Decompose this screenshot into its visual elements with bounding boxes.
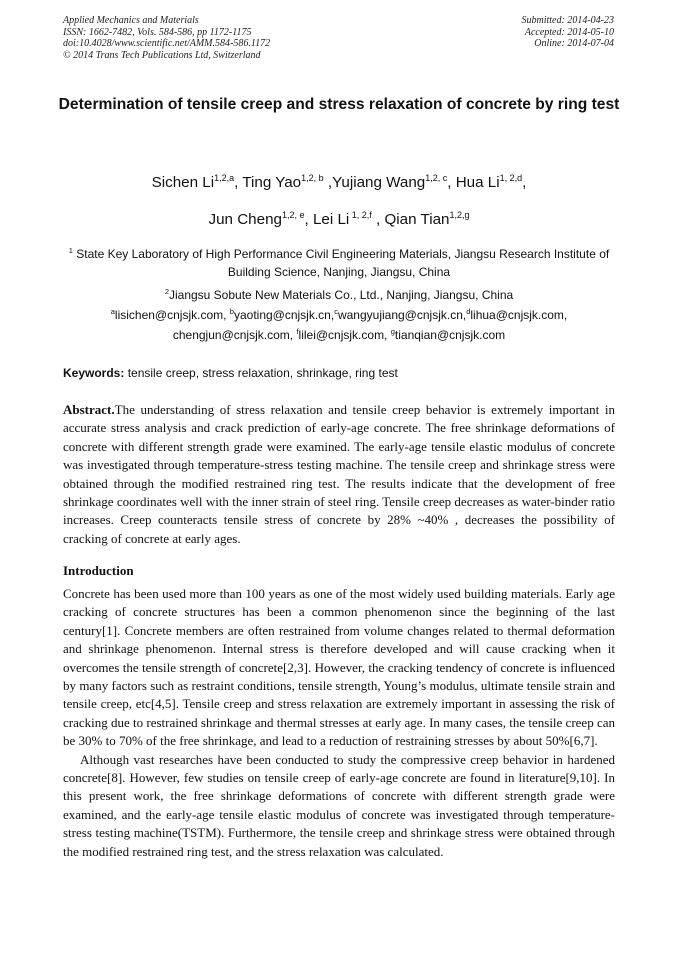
abstract-text: The understanding of stress relaxation and tensile creep behavior is extremely important in accurate stress analysis and crack prediction of early-age concrete. The free shrinkage deformations of concrete with different strength grade were examined. The early-age tensile elastic modulus of concrete was investigated through temperature-stress testing machine. The tensile creep and shrinkage stress were obtained through the modified restrained ring test. The results indicate that the development of free shrinkage coordinates well with the inner strain of steel ring. Tensile creep decreases as water-binder ratio increases. Creep counteracts tensile stress of concrete by 28% ~40% , decreases the possibility of cracking of concrete at early ages. xyxy=(63,402,615,546)
keywords-text: tensile creep, stress relaxation, shrinkage, ring test xyxy=(124,366,398,380)
doi-line: doi:10.4028/www.scientific.net/AMM.584-586.1172 xyxy=(63,38,271,49)
issn-line: ISSN: 1662-7482, Vols. 584-586, pp 1172-1175 xyxy=(63,26,252,38)
keywords-label: Keywords: xyxy=(63,366,125,380)
affiliation-1: $^1$ State Key Laboratory of High Performance Civil Engineering Materials, Jiangsu Research Institute of Building Science, Nanjing, Jiangsu, China xyxy=(68,246,610,279)
email-address: lisichen@cnjsjk.com, xyxy=(114,308,230,322)
author-name: Sichen Li xyxy=(151,174,215,191)
author-sup: 1, 2,d xyxy=(499,172,523,183)
email-line-1: $^a$lisichen@cnjsjk.com, $^b$yaoting@cnjsjk.cn,$^c$wangyujiang@cnjsjk.cn,$^d$lihua@cnjsjk.com, xyxy=(110,307,568,322)
author-name: Jun Cheng xyxy=(208,211,282,228)
author-line-2: Jun Cheng$^{1,2, e}$, Lei Li $^{1, 2,f}$ , Qian Tian$^{1,2,g}$ xyxy=(208,209,470,228)
email-list xyxy=(63,305,615,345)
affiliation-2: $^2$Jiangsu Sobute New Materials Co., Ltd., Nanjing, Jiangsu, China xyxy=(164,287,514,302)
introduction-body xyxy=(63,585,615,861)
author-sup: 1,2, c xyxy=(425,172,448,183)
email-line-2: chengjun@cnjsjk.com, $^f$lilei@cnjsjk.com, $^g$tianqian@cnjsjk.com xyxy=(172,327,506,342)
author-sup: 1,2, b xyxy=(301,172,324,183)
email-address: yaoting@cnjsjk.cn, xyxy=(233,308,335,322)
copyright-line: © 2014 Trans Tech Publications Ltd, Switzerland xyxy=(63,49,261,61)
author-name: Qian Tian xyxy=(384,211,450,228)
author-sup: 1,2,g xyxy=(449,209,470,220)
abstract xyxy=(63,401,615,548)
author-name: Yujiang Wang xyxy=(332,174,426,191)
email-address: tianqian@cnjsjk.com xyxy=(394,328,506,342)
author-sup: 1, 2,f xyxy=(349,209,372,220)
paragraph: Concrete has been used more than 100 years as one of the most widely used building materials. Early age cracking of concrete structures has been a common phenomenon since the beginning of the last century[1]. Concrete members are often restrained from volume changes related to thermal deformation and shrinkage phenomenon. Internal stress is therefore developed and will cause cracking when it overcomes the tensile strength of concrete[2,3]. However, the cracking tendency of concrete is influenced by many factors such as restraint conditions, tensile strength, Young’s modulus, ultimate tensile strain and tensile creep, etc[4,5]. Tensile creep and stress relaxation are extremely important in assessing the risk of cracking due to restrained shrinkage and thermal stresses at early age. In many cases, the tensile creep can be 30% to 70% of the free shrinkage, and lead to a reduction of restraining stresses by about 50%[6,7]. xyxy=(63,586,615,749)
author-sup: 1,2, e xyxy=(281,209,305,220)
email-address: chengjun@cnjsjk.com, xyxy=(172,328,297,342)
abstract-label: Abstract. xyxy=(63,402,115,417)
author-name: Hua Li xyxy=(455,174,500,191)
author-name: Lei Li xyxy=(312,211,350,228)
email-address: lilei@cnjsjk.com, xyxy=(298,328,391,342)
paper-title: Determination of tensile creep and stress relaxation of concrete by ring test xyxy=(58,96,620,113)
header-right xyxy=(522,15,615,50)
submitted-date: Submitted: 2014-04-23 xyxy=(521,15,614,26)
header-left xyxy=(63,15,270,61)
author-list xyxy=(40,164,638,238)
email-address: lihua@cnjsjk.com, xyxy=(470,308,568,322)
email-address: wangyujiang@cnjsjk.cn, xyxy=(337,308,467,322)
author-sup: 1,2,a xyxy=(214,172,235,183)
author-line-1: Sichen Li$^{1,2,a}$, Ting Yao$^{1,2, b}$ ,Yujiang Wang$^{1,2, c}$, Hua Li$^{1, 2,d}$, xyxy=(151,172,527,191)
paragraph: Although vast researches have been conducted to study the compressive creep behavior in hardened concrete[8]. However, few studies on tensile creep of early-age concrete are found in literature[9,10]. In this present work, the free shrinkage deformations of concrete with different strength grade were examined, and the early-age tensile elastic modulus of concrete was investigated through temperature-stress testing machine(TSTM). Furthermore, the tensile creep and shrinkage stress were obtained through the modified restrained ring test, and the stress relaxation was calculated. xyxy=(63,751,615,859)
keywords xyxy=(63,366,615,380)
journal-name: Applied Mechanics and Materials xyxy=(63,15,199,26)
online-date: Online: 2014-07-04 xyxy=(534,38,614,49)
accepted-date: Accepted: 2014-05-10 xyxy=(524,26,614,38)
author-name: Ting Yao xyxy=(242,174,302,191)
section-heading-introduction: Introduction xyxy=(63,563,134,578)
